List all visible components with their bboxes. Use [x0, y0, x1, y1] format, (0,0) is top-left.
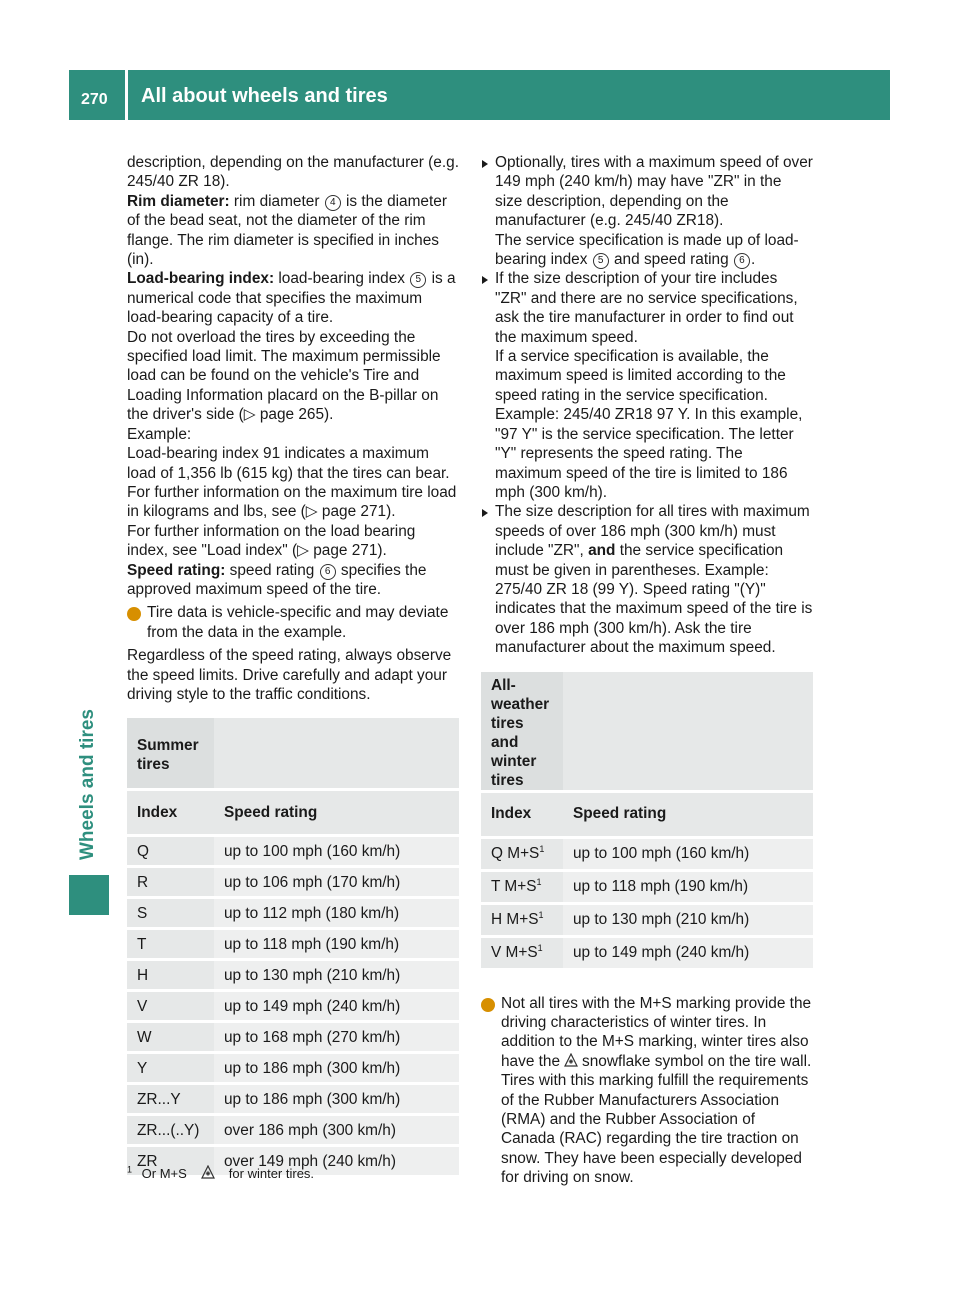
bullet-text: The size description for all tires with maximum speeds of over 186 mph (300 km/h) must include "ZR", — [495, 503, 810, 560]
index-cell: H — [127, 960, 214, 991]
bullet-item: Optionally, tires with a maximum speed of over 149 mph (240 km/h) may have "ZR" in the size description, depending on the manufacturer (e.g. 245/40 ZR18). — [481, 153, 813, 231]
speed-cell: up to 100 mph (160 km/h) — [214, 836, 459, 867]
index-cell: W — [127, 1022, 214, 1053]
service-spec-paragraph — [481, 231, 813, 270]
table-row — [481, 837, 813, 870]
callout-marker: 6 — [734, 253, 750, 269]
example-paragraph — [127, 444, 459, 522]
index-cell: Y — [127, 1053, 214, 1084]
service-spec-example: If a service specification is available, the maximum speed is limited according to the speed rating in the service specification. Example: 245/40 ZR18 97 Y. In this example, "97 Y" is the service specification. The letter "Y" represents the speed rating. The maximum speed of the tire is limited to 186 mph (300 km/h). — [495, 348, 803, 501]
page-number: 270 — [81, 91, 108, 108]
triangle-right-icon: ▷ — [305, 503, 318, 521]
speed-text: speed rating — [229, 561, 315, 579]
overload-paragraph — [127, 328, 459, 425]
index-cell: ZR...(..Y) — [127, 1115, 214, 1146]
callout-marker: 5 — [410, 272, 426, 288]
info-note-text: Tire data is vehicle-specific and may deviate from the data in the example. — [147, 604, 449, 641]
speed-cell: up to 118 mph (190 km/h) — [214, 929, 459, 960]
info-note-text: Not all tires with the M+S marking provide the driving characteristics of winter tires. In addition to the M+S marking, winter tires also have the — [501, 994, 812, 1070]
bullet-item — [481, 502, 813, 657]
index-cell: V — [127, 991, 214, 1022]
triangle-right-icon: ▷ — [297, 542, 309, 560]
page-reference-link[interactable]: page 271 — [313, 542, 378, 560]
load-text-continued: is a numerical code that specifies the maximum load-bearing capacity of a tire. — [127, 270, 456, 327]
table-row — [127, 1022, 459, 1053]
index-value: V M+S — [491, 943, 538, 961]
service-spec-text: The service specification is made up of load-bearing index — [495, 231, 799, 269]
index-value: T M+S — [491, 877, 537, 895]
example-label: Example: — [127, 425, 192, 443]
rim-text-continued: is the diameter of the bead seat, not the diameter of the rim flange. The rim diameter is specified in inches (in). — [127, 192, 447, 269]
speed-cell: up to 168 mph (270 km/h) — [214, 1022, 459, 1053]
footnote-text: Or M+S — [141, 1166, 187, 1181]
table-row — [127, 960, 459, 991]
footnote-marker: 1 — [539, 843, 545, 854]
table-row — [127, 836, 459, 867]
speed-cell: up to 112 mph (180 km/h) — [214, 898, 459, 929]
index-cell: S — [127, 898, 214, 929]
footnote — [127, 1164, 314, 1183]
regardless-paragraph: Regardless of the speed rating, always observe the speed limits. Drive carefully and adapt your driving style to the traffic conditions. — [127, 647, 452, 703]
table-row — [127, 929, 459, 960]
index-cell: Q — [127, 836, 214, 867]
index-cell: T — [127, 929, 214, 960]
index-cell — [481, 936, 563, 968]
description-continued: description, depending on the manufacturer (e.g. 245/40 ZR 18). — [127, 154, 459, 191]
table-row — [481, 936, 813, 968]
column-header-index: Index — [481, 791, 563, 837]
column-header-speed: Speed rating — [214, 790, 459, 836]
speed-cell: up to 100 mph (160 km/h) — [563, 837, 813, 870]
load-index-paragraph — [127, 269, 459, 327]
speed-rating-paragraph — [127, 561, 459, 600]
speed-cell: up to 149 mph (240 km/h) — [563, 936, 813, 968]
rim-diameter-paragraph — [127, 192, 459, 270]
side-tab-marker — [69, 875, 109, 915]
bullet-emphasis: and — [588, 542, 616, 560]
index-value: Q M+S — [491, 844, 540, 862]
right-column — [475, 153, 813, 1188]
table-row — [127, 1115, 459, 1146]
table-row — [127, 1053, 459, 1084]
index-cell: R — [127, 867, 214, 898]
table-title: Summer tires — [127, 718, 214, 790]
speed-cell: up to 186 mph (300 km/h) — [214, 1084, 459, 1115]
table-title: All-weather tires and winter tires — [481, 672, 563, 792]
info-icon: i — [127, 607, 141, 621]
service-spec-text-end: . — [750, 251, 756, 269]
bullet-text-continued: the service specification must be given in parentheses. Example: 275/40 ZR 18 (99 Y). Speed rating "(Y)" indicates that the maximum speed of the tire is over 186 mph (300 km/h). Ask the tire manufacturer about the maximum speed. — [495, 542, 813, 657]
service-spec-text-mid: and speed rating — [613, 251, 729, 269]
table-row — [481, 870, 813, 903]
page-title: All about wheels and tires — [141, 85, 388, 107]
index-value: H M+S — [491, 910, 539, 928]
table-row — [127, 898, 459, 929]
callout-marker: 6 — [320, 564, 336, 580]
side-tab-label — [78, 838, 97, 860]
overload-text: Do not overload the tires by exceeding the specified load limit. The maximum permissible load can be found on the vehicle's Tire and Loading Information placard on the B-pillar on the driver's side ( — [127, 328, 441, 424]
info-note — [475, 994, 813, 1188]
index-cell — [481, 837, 563, 870]
mountain-snowflake-icon — [564, 1053, 578, 1067]
load-index-label: Load-bearing index: — [127, 270, 275, 288]
speed-cell: up to 118 mph (190 km/h) — [563, 870, 813, 903]
mountain-snowflake-icon — [201, 1165, 215, 1179]
column-header-index: Index — [127, 790, 214, 836]
page-reference-link[interactable]: page 265 — [259, 406, 325, 424]
footnote-marker: 1 — [536, 876, 542, 887]
index-cell — [481, 870, 563, 903]
further-info-paragraph — [127, 522, 459, 561]
info-icon: i — [481, 998, 495, 1012]
index-cell: ZR — [127, 1146, 214, 1176]
speed-cell: up to 149 mph (240 km/h) — [214, 991, 459, 1022]
speed-cell: up to 186 mph (300 km/h) — [214, 1053, 459, 1084]
further-text: For further information on the load bearing index, see "Load index" ( — [127, 522, 416, 560]
index-cell — [481, 903, 563, 936]
footnote-marker: 1 — [537, 942, 543, 953]
table-row — [127, 1084, 459, 1115]
overload-text-end: ). — [324, 406, 334, 424]
page-header — [69, 70, 890, 120]
winter-tires-table — [481, 672, 813, 968]
table-title-spacer — [214, 718, 459, 790]
info-note — [121, 603, 459, 642]
table-row — [481, 903, 813, 936]
speed-cell: up to 130 mph (210 km/h) — [214, 960, 459, 991]
table-title-spacer — [563, 672, 813, 792]
speed-text-continued: specifies the approved maximum speed of the tire. — [127, 561, 427, 598]
callout-marker: 4 — [325, 195, 341, 211]
load-text: load-bearing index — [278, 270, 405, 288]
column-header-speed: Speed rating — [563, 791, 813, 837]
summer-tires-table — [127, 718, 459, 1175]
example-text: Load-bearing index 91 indicates a maximum load of 1,356 lb (615 kg) that the tires can bear. For further information on the maximum tire load in kilograms and lbs, see ( — [127, 445, 457, 521]
table-row — [127, 991, 459, 1022]
page-reference-link[interactable]: page 271 — [321, 503, 387, 521]
speed-cell: over 149 mph (240 km/h) — [214, 1146, 459, 1176]
speed-cell: over 186 mph (300 km/h) — [214, 1115, 459, 1146]
table-row — [127, 867, 459, 898]
info-note-text-continued: snowflake symbol on the tire wall. Tires with this marking fulfill the requirements of the Rubber Manufacturers Association (RMA) and the Rubber Association of Canada (RAC) regarding the tire traction on snow. They have been especially developed for driving on snow. — [501, 1052, 812, 1187]
further-text-end: ). — [377, 542, 387, 560]
rim-diameter-label: Rim diameter: — [127, 192, 230, 210]
speed-cell: up to 130 mph (210 km/h) — [563, 903, 813, 936]
index-cell: ZR...Y — [127, 1084, 214, 1115]
header-divider — [125, 70, 128, 120]
callout-marker: 5 — [593, 253, 609, 269]
bullet-item: If the size description of your tire includes "ZR" and there are no service specifications, ask the tire manufacturer in order to find out the maximum speed. — [481, 269, 813, 347]
rim-text: rim diameter — [233, 192, 320, 210]
speed-rating-label: Speed rating: — [127, 561, 226, 579]
footnote-text-end: for winter tires. — [228, 1166, 315, 1181]
speed-cell: up to 106 mph (170 km/h) — [214, 867, 459, 898]
left-column — [121, 153, 459, 1175]
triangle-right-icon: ▷ — [243, 406, 256, 424]
footnote-marker: 1 — [538, 909, 544, 920]
footnote-marker: 1 — [127, 1164, 133, 1175]
example-text-end: ). — [386, 503, 396, 521]
